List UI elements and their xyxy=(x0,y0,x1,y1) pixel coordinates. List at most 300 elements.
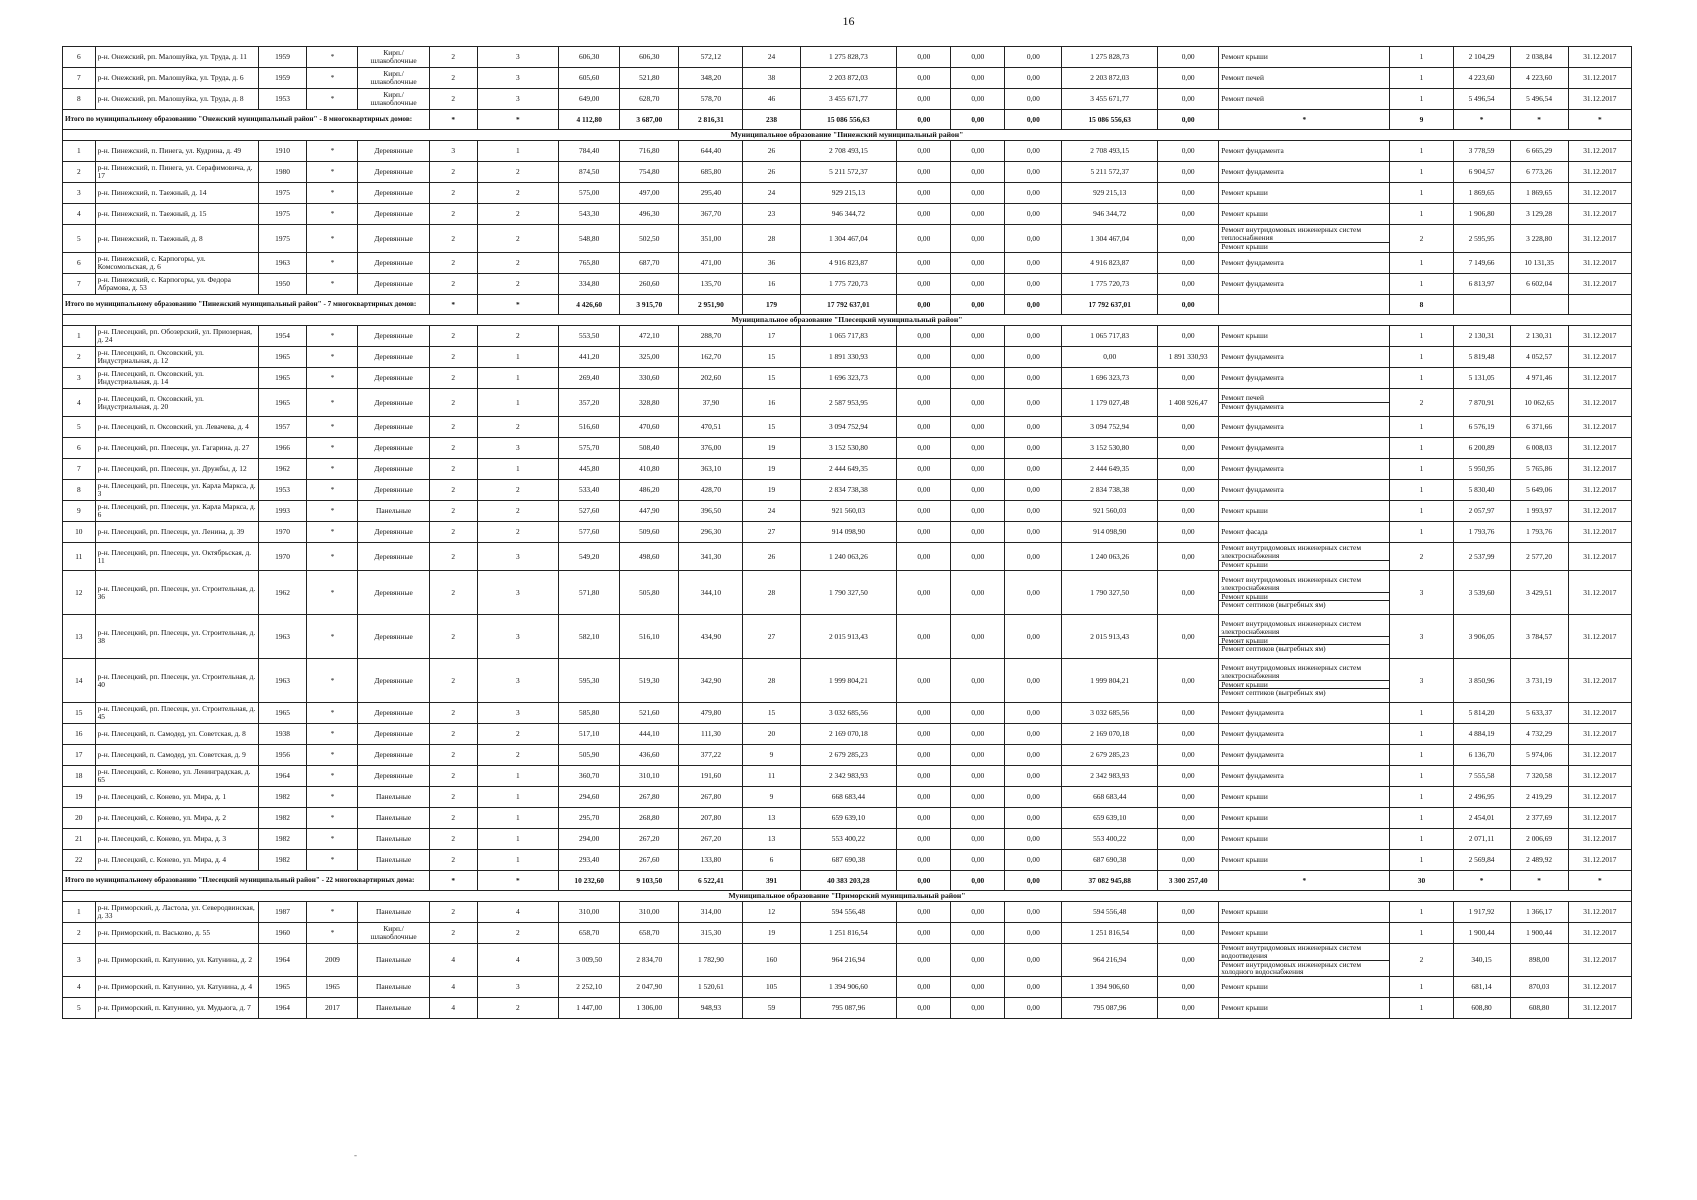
fund-owners: 3 152 530,80 xyxy=(1062,438,1158,459)
completion-date: 31.12.2017 xyxy=(1568,417,1631,438)
residential-area: 342,90 xyxy=(679,659,743,703)
fund-other: 0,00 xyxy=(1158,225,1219,253)
year-built: 1965 xyxy=(258,703,307,724)
fund-federal: 0,00 xyxy=(897,162,951,183)
fund-federal: 0,00 xyxy=(897,417,951,438)
max-cost: 1 900,44 xyxy=(1510,923,1568,944)
residents-count: 26 xyxy=(743,543,800,571)
completion-date: 31.12.2017 xyxy=(1568,543,1631,571)
floors-count: 2 xyxy=(429,326,477,347)
year-last-repair: * xyxy=(307,829,358,850)
premises-area: 328,80 xyxy=(620,389,679,417)
premises-area: 498,60 xyxy=(620,543,679,571)
works-count: 2 xyxy=(1390,944,1453,977)
fund-owners: 946 344,72 xyxy=(1062,204,1158,225)
year-last-repair: * xyxy=(307,253,358,274)
fund-other: 0,00 xyxy=(1158,703,1219,724)
repair-works xyxy=(1219,162,1390,183)
works-count: 1 xyxy=(1390,417,1453,438)
completion-date: 31.12.2017 xyxy=(1568,68,1631,89)
total-area: 585,80 xyxy=(559,703,620,724)
repair-work-item: Ремонт крыши xyxy=(1219,636,1389,645)
fund-local: 0,00 xyxy=(1005,501,1062,522)
house-row xyxy=(63,368,1632,389)
repair-works xyxy=(1219,808,1390,829)
completion-date: 31.12.2017 xyxy=(1568,787,1631,808)
works-count: 1 xyxy=(1390,459,1453,480)
repair-cost: 1 999 804,21 xyxy=(800,659,897,703)
house-address: р-н. Плесецкий, рп. Плесецк, ул. Дружбы, д. 12 xyxy=(95,459,258,480)
total-cost: 17 792 637,01 xyxy=(800,295,897,315)
total-area: 2 252,10 xyxy=(559,977,620,998)
row-number: 19 xyxy=(63,787,96,808)
house-address: р-н. Плесецкий, рп. Плесецк, ул. Строительная, д. 36 xyxy=(95,571,258,615)
works-count: 1 xyxy=(1390,787,1453,808)
residential-area: 314,00 xyxy=(679,902,743,923)
total-fund-regional: 0,00 xyxy=(951,295,1005,315)
house-address: р-н. Приморский, п. Катунино, ул. Катунина, д. 4 xyxy=(95,977,258,998)
repair-cost: 687 690,38 xyxy=(800,850,897,871)
premises-area: 2 047,90 xyxy=(620,977,679,998)
wall-material: Деревянные xyxy=(358,141,429,162)
repair-works xyxy=(1219,47,1390,68)
repair-cost: 5 211 572,37 xyxy=(800,162,897,183)
fund-other: 0,00 xyxy=(1158,766,1219,787)
wall-material: Кирп./ шлакоблочные xyxy=(358,47,429,68)
completion-date: 31.12.2017 xyxy=(1568,977,1631,998)
residential-area: 1 782,90 xyxy=(679,944,743,977)
total-fund-regional: 0,00 xyxy=(951,110,1005,130)
year-built: 1970 xyxy=(258,522,307,543)
year-built: 1982 xyxy=(258,829,307,850)
works-count: 1 xyxy=(1390,850,1453,871)
fund-other: 0,00 xyxy=(1158,571,1219,615)
max-cost: 608,80 xyxy=(1510,998,1568,1019)
row-number: 6 xyxy=(63,253,96,274)
floors-count: 2 xyxy=(429,389,477,417)
fund-other: 0,00 xyxy=(1158,745,1219,766)
repair-cost: 2 444 649,35 xyxy=(800,459,897,480)
fund-other: 0,00 xyxy=(1158,724,1219,745)
works-count: 2 xyxy=(1390,543,1453,571)
floors-count: 2 xyxy=(429,274,477,295)
completion-date: 31.12.2017 xyxy=(1568,347,1631,368)
entrances-count: 2 xyxy=(477,923,559,944)
floors-count: 2 xyxy=(429,703,477,724)
entrances-count: 1 xyxy=(477,459,559,480)
max-cost: 3 228,80 xyxy=(1510,225,1568,253)
works-count: 2 xyxy=(1390,225,1453,253)
specific-cost: 4 884,19 xyxy=(1453,724,1510,745)
repair-cost: 1 394 906,60 xyxy=(800,977,897,998)
fund-owners: 1 696 323,73 xyxy=(1062,368,1158,389)
year-last-repair: * xyxy=(307,274,358,295)
year-last-repair: * xyxy=(307,204,358,225)
repair-works xyxy=(1219,787,1390,808)
max-cost: 6 602,04 xyxy=(1510,274,1568,295)
fund-owners: 1 179 027,48 xyxy=(1062,389,1158,417)
total-fund-other: 0,00 xyxy=(1158,110,1219,130)
house-address: р-н. Плесецкий, рп. Плесецк, ул. Строительная, д. 40 xyxy=(95,659,258,703)
fund-other: 0,00 xyxy=(1158,501,1219,522)
house-row xyxy=(63,703,1632,724)
repair-cost: 2 708 493,15 xyxy=(800,141,897,162)
residential-area: 295,40 xyxy=(679,183,743,204)
floors-count: 2 xyxy=(429,162,477,183)
house-row xyxy=(63,47,1632,68)
fund-other: 0,00 xyxy=(1158,944,1219,977)
fund-owners: 2 708 493,15 xyxy=(1062,141,1158,162)
fund-owners: 914 098,90 xyxy=(1062,522,1158,543)
premises-area: 628,70 xyxy=(620,89,679,110)
fund-federal: 0,00 xyxy=(897,998,951,1019)
year-built: 1962 xyxy=(258,459,307,480)
premises-area: 1 306,00 xyxy=(620,998,679,1019)
fund-owners: 2 679 285,23 xyxy=(1062,745,1158,766)
total-area: 505,90 xyxy=(559,745,620,766)
floors-count: 2 xyxy=(429,787,477,808)
row-number: 17 xyxy=(63,745,96,766)
floors-count: 2 xyxy=(429,808,477,829)
repair-cost: 2 679 285,23 xyxy=(800,745,897,766)
repair-works xyxy=(1219,543,1390,571)
house-row xyxy=(63,829,1632,850)
fund-local: 0,00 xyxy=(1005,141,1062,162)
house-row xyxy=(63,615,1632,659)
wall-material: Деревянные xyxy=(358,459,429,480)
house-row xyxy=(63,543,1632,571)
fund-federal: 0,00 xyxy=(897,68,951,89)
max-cost: 1 993,97 xyxy=(1510,501,1568,522)
repair-works xyxy=(1219,829,1390,850)
repair-works xyxy=(1219,703,1390,724)
fund-local: 0,00 xyxy=(1005,766,1062,787)
repair-work-item: Ремонт фундамента xyxy=(1221,750,1284,760)
row-number: 20 xyxy=(63,808,96,829)
year-built: 1957 xyxy=(258,417,307,438)
fund-local: 0,00 xyxy=(1005,274,1062,295)
completion-date: 31.12.2017 xyxy=(1568,766,1631,787)
repair-work-item: Ремонт фундамента xyxy=(1221,279,1284,289)
fund-federal: 0,00 xyxy=(897,571,951,615)
row-number: 5 xyxy=(63,417,96,438)
fund-other: 0,00 xyxy=(1158,183,1219,204)
repair-works xyxy=(1219,274,1390,295)
row-number: 6 xyxy=(63,47,96,68)
fund-regional: 0,00 xyxy=(951,204,1005,225)
entrances-count: 3 xyxy=(477,438,559,459)
fund-other: 0,00 xyxy=(1158,162,1219,183)
repair-works xyxy=(1219,459,1390,480)
fund-regional: 0,00 xyxy=(951,368,1005,389)
premises-area: 521,60 xyxy=(620,703,679,724)
repair-works xyxy=(1219,204,1390,225)
wall-material: Деревянные xyxy=(358,417,429,438)
total-date xyxy=(1568,295,1631,315)
premises-area: 502,50 xyxy=(620,225,679,253)
premises-area: 330,60 xyxy=(620,368,679,389)
year-last-repair: * xyxy=(307,902,358,923)
year-last-repair: * xyxy=(307,225,358,253)
wall-material: Кирп./ шлакоблочные xyxy=(358,923,429,944)
fund-federal: 0,00 xyxy=(897,225,951,253)
entrances-count: 2 xyxy=(477,480,559,501)
specific-cost: 2 595,95 xyxy=(1453,225,1510,253)
residents-count: 19 xyxy=(743,459,800,480)
wall-material: Деревянные xyxy=(358,274,429,295)
total-works: * xyxy=(1219,871,1390,891)
total-area: 649,00 xyxy=(559,89,620,110)
row-number: 6 xyxy=(63,438,96,459)
fund-owners: 1 790 327,50 xyxy=(1062,571,1158,615)
residential-area: 288,70 xyxy=(679,326,743,347)
residential-area: 948,93 xyxy=(679,998,743,1019)
residents-count: 11 xyxy=(743,766,800,787)
repair-works xyxy=(1219,766,1390,787)
house-address: р-н. Приморский, п. Катунино, ул. Катунина, д. 2 xyxy=(95,944,258,977)
max-cost: 1 869,65 xyxy=(1510,183,1568,204)
entrances-count: 2 xyxy=(477,522,559,543)
max-cost: 6 665,29 xyxy=(1510,141,1568,162)
fund-regional: 0,00 xyxy=(951,68,1005,89)
fund-regional: 0,00 xyxy=(951,326,1005,347)
fund-regional: 0,00 xyxy=(951,724,1005,745)
max-cost: 4 052,57 xyxy=(1510,347,1568,368)
total-floors: * xyxy=(429,295,477,315)
fund-federal: 0,00 xyxy=(897,438,951,459)
house-row xyxy=(63,923,1632,944)
fund-regional: 0,00 xyxy=(951,459,1005,480)
repair-work-item: Ремонт крыши xyxy=(1221,792,1268,802)
year-built: 1962 xyxy=(258,571,307,615)
premises-area: 509,60 xyxy=(620,522,679,543)
repair-cost: 2 342 983,93 xyxy=(800,766,897,787)
repair-work-item: Ремонт фундамента xyxy=(1221,422,1284,432)
fund-other: 0,00 xyxy=(1158,808,1219,829)
repair-works xyxy=(1219,253,1390,274)
year-built: 1964 xyxy=(258,944,307,977)
repair-work-item: Ремонт печей xyxy=(1221,94,1264,104)
max-cost: 2 419,29 xyxy=(1510,787,1568,808)
premises-area: 497,00 xyxy=(620,183,679,204)
premises-area: 521,80 xyxy=(620,68,679,89)
house-address: р-н. Плесецкий, с. Конево, ул. Мира, д. 2 xyxy=(95,808,258,829)
repair-cost: 2 015 913,43 xyxy=(800,615,897,659)
year-built: 1959 xyxy=(258,68,307,89)
repair-cost: 3 094 752,94 xyxy=(800,417,897,438)
fund-other: 0,00 xyxy=(1158,68,1219,89)
fund-other: 0,00 xyxy=(1158,368,1219,389)
total-area: 582,10 xyxy=(559,615,620,659)
repair-works xyxy=(1219,417,1390,438)
total-works-count: 30 xyxy=(1390,871,1453,891)
year-built: 1982 xyxy=(258,787,307,808)
house-row xyxy=(63,68,1632,89)
fund-federal: 0,00 xyxy=(897,850,951,871)
total-area: 516,60 xyxy=(559,417,620,438)
fund-owners: 1 394 906,60 xyxy=(1062,977,1158,998)
row-number: 2 xyxy=(63,162,96,183)
entrances-count: 1 xyxy=(477,850,559,871)
year-built: 1910 xyxy=(258,141,307,162)
entrances-count: 4 xyxy=(477,902,559,923)
floors-count: 2 xyxy=(429,923,477,944)
house-address: р-н. Плесецкий, с. Конево, ул. Мира, д. 1 xyxy=(95,787,258,808)
floors-count: 2 xyxy=(429,829,477,850)
repair-cost: 2 169 070,18 xyxy=(800,724,897,745)
max-cost: 3 429,51 xyxy=(1510,571,1568,615)
residential-area: 1 520,61 xyxy=(679,977,743,998)
total-area: 575,00 xyxy=(559,183,620,204)
repair-work-item: Ремонт крыши xyxy=(1219,592,1389,601)
house-row xyxy=(63,326,1632,347)
total-area: 269,40 xyxy=(559,368,620,389)
house-row xyxy=(63,571,1632,615)
house-row xyxy=(63,998,1632,1019)
fund-owners: 1 251 816,54 xyxy=(1062,923,1158,944)
house-row xyxy=(63,724,1632,745)
completion-date: 31.12.2017 xyxy=(1568,808,1631,829)
completion-date: 31.12.2017 xyxy=(1568,522,1631,543)
floors-count: 2 xyxy=(429,438,477,459)
specific-cost: 6 904,57 xyxy=(1453,162,1510,183)
fund-federal: 0,00 xyxy=(897,808,951,829)
municipality-total-row xyxy=(63,871,1632,891)
works-count: 1 xyxy=(1390,204,1453,225)
repair-work-item: Ремонт крыши xyxy=(1221,506,1268,516)
house-address: р-н. Онежский, рп. Малошуйка, ул. Труда, д. 8 xyxy=(95,89,258,110)
year-built: 1963 xyxy=(258,253,307,274)
residents-count: 6 xyxy=(743,850,800,871)
total-max-cost: * xyxy=(1510,110,1568,130)
fund-owners: 1 275 828,73 xyxy=(1062,47,1158,68)
fund-regional: 0,00 xyxy=(951,787,1005,808)
repair-cost: 1 065 717,83 xyxy=(800,326,897,347)
fund-local: 0,00 xyxy=(1005,703,1062,724)
works-count: 3 xyxy=(1390,571,1453,615)
repair-work-item: Ремонт печей xyxy=(1221,73,1264,83)
works-count: 1 xyxy=(1390,745,1453,766)
fund-local: 0,00 xyxy=(1005,829,1062,850)
fund-other: 0,00 xyxy=(1158,615,1219,659)
entrances-count: 2 xyxy=(477,998,559,1019)
wall-material: Деревянные xyxy=(358,183,429,204)
fund-federal: 0,00 xyxy=(897,787,951,808)
completion-date: 31.12.2017 xyxy=(1568,902,1631,923)
entrances-count: 1 xyxy=(477,829,559,850)
wall-material: Деревянные xyxy=(358,703,429,724)
works-count: 1 xyxy=(1390,141,1453,162)
works-count: 1 xyxy=(1390,923,1453,944)
premises-area: 505,80 xyxy=(620,571,679,615)
residents-count: 36 xyxy=(743,253,800,274)
works-count: 1 xyxy=(1390,902,1453,923)
residents-count: 19 xyxy=(743,923,800,944)
year-last-repair: * xyxy=(307,89,358,110)
entrances-count: 2 xyxy=(477,183,559,204)
residents-count: 13 xyxy=(743,808,800,829)
residential-area: 578,70 xyxy=(679,89,743,110)
repair-works xyxy=(1219,659,1390,703)
total-area: 334,80 xyxy=(559,274,620,295)
fund-local: 0,00 xyxy=(1005,438,1062,459)
max-cost: 2 038,84 xyxy=(1510,47,1568,68)
premises-area: 410,80 xyxy=(620,459,679,480)
fund-other: 0,00 xyxy=(1158,204,1219,225)
works-count: 1 xyxy=(1390,977,1453,998)
fund-regional: 0,00 xyxy=(951,923,1005,944)
works-count: 2 xyxy=(1390,389,1453,417)
year-last-repair: * xyxy=(307,368,358,389)
fund-regional: 0,00 xyxy=(951,766,1005,787)
entrances-count: 3 xyxy=(477,703,559,724)
fund-other: 0,00 xyxy=(1158,438,1219,459)
premises-area: 325,00 xyxy=(620,347,679,368)
row-number: 12 xyxy=(63,571,96,615)
fund-local: 0,00 xyxy=(1005,162,1062,183)
entrances-count: 3 xyxy=(477,659,559,703)
total-floors: * xyxy=(429,110,477,130)
specific-cost: 5 131,05 xyxy=(1453,368,1510,389)
premises-area: 496,30 xyxy=(620,204,679,225)
repair-work-item: Ремонт крыши xyxy=(1221,834,1268,844)
house-row xyxy=(63,745,1632,766)
year-built: 1963 xyxy=(258,659,307,703)
repair-work-item: Ремонт крыши xyxy=(1221,188,1268,198)
fund-owners: 2 444 649,35 xyxy=(1062,459,1158,480)
fund-federal: 0,00 xyxy=(897,766,951,787)
residential-area: 267,80 xyxy=(679,787,743,808)
house-address: р-н. Плесецкий, рп. Плесецк, ул. Строительная, д. 38 xyxy=(95,615,258,659)
floors-count: 2 xyxy=(429,204,477,225)
fund-regional: 0,00 xyxy=(951,389,1005,417)
row-number: 2 xyxy=(63,347,96,368)
specific-cost: 3 906,05 xyxy=(1453,615,1510,659)
entrances-count: 1 xyxy=(477,141,559,162)
fund-owners: 594 556,48 xyxy=(1062,902,1158,923)
works-count: 1 xyxy=(1390,766,1453,787)
residents-count: 27 xyxy=(743,615,800,659)
works-count: 1 xyxy=(1390,480,1453,501)
completion-date: 31.12.2017 xyxy=(1568,141,1631,162)
house-row xyxy=(63,944,1632,977)
residential-area: 428,70 xyxy=(679,480,743,501)
row-number: 5 xyxy=(63,225,96,253)
wall-material: Деревянные xyxy=(358,326,429,347)
residential-area: 191,60 xyxy=(679,766,743,787)
fund-local: 0,00 xyxy=(1005,89,1062,110)
fund-other: 0,00 xyxy=(1158,89,1219,110)
works-count: 1 xyxy=(1390,253,1453,274)
repair-cost: 1 240 063,26 xyxy=(800,543,897,571)
fund-regional: 0,00 xyxy=(951,501,1005,522)
house-address: р-н. Пинежский, с. Карпогоры, ул. Федора Абрамова, д. 53 xyxy=(95,274,258,295)
premises-area: 470,60 xyxy=(620,417,679,438)
fund-regional: 0,00 xyxy=(951,829,1005,850)
year-last-repair: * xyxy=(307,47,358,68)
works-count: 1 xyxy=(1390,438,1453,459)
fund-local: 0,00 xyxy=(1005,724,1062,745)
year-last-repair: * xyxy=(307,923,358,944)
repair-works xyxy=(1219,850,1390,871)
municipality-header xyxy=(63,130,1632,141)
floors-count: 2 xyxy=(429,902,477,923)
specific-cost: 6 576,19 xyxy=(1453,417,1510,438)
row-number: 22 xyxy=(63,850,96,871)
year-last-repair: * xyxy=(307,659,358,703)
house-address: р-н. Пинежский, п. Пинега, ул. Серафимовича, д. 17 xyxy=(95,162,258,183)
fund-regional: 0,00 xyxy=(951,615,1005,659)
